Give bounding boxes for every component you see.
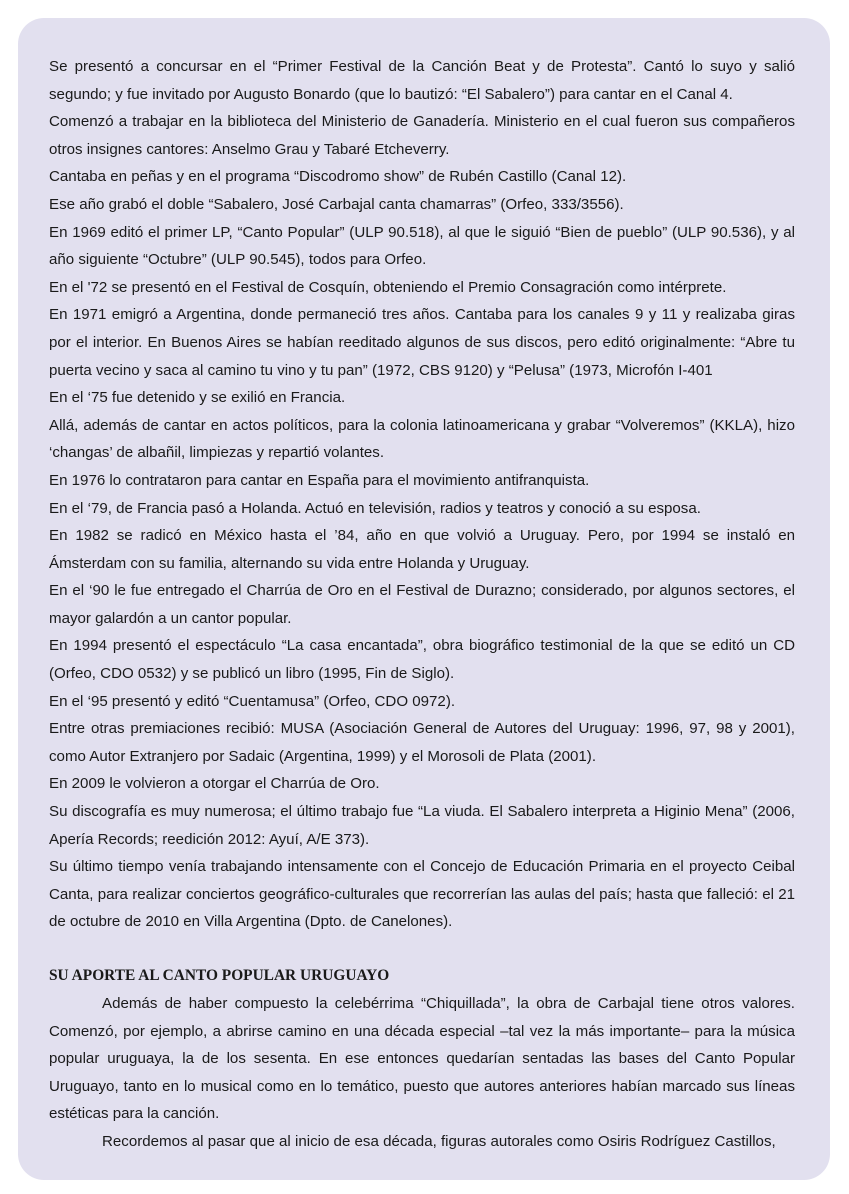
- bio-paragraph: En el ‘79, de Francia pasó a Holanda. Actuó en televisión, radios y teatros y conoció a su esposa.: [49, 499, 701, 517]
- bio-paragraph: Se presentó a concursar en el “Primer Festival de la Canción Beat y de Protesta”. Cantó lo suyo y salió segundo; y fue invitado por Augusto Bonardo (que lo bautizó: “El Sabalero”) para cantar en el Canal 4.: [49, 58, 795, 103]
- section-paragraph: Recordemos al pasar que al inicio de esa década, figuras autorales como Osiris Rodríguez Castillos,: [102, 1132, 776, 1150]
- bio-paragraph: Comenzó a trabajar en la biblioteca del Ministerio de Ganadería. Ministerio en el cual fueron sus compañeros otros insignes cantores: Anselmo Grau y Tabaré Etcheverry.: [49, 113, 795, 158]
- bio-paragraph: Su último tiempo venía trabajando intensamente con el Concejo de Educación Primaria en el proyecto Ceibal Canta, para realizar conciertos geográfico-culturales que recorrerían las aulas del país; hasta que falleció: el 21 de octubre de 2010 en Villa Argentina (Dpto. de Canelones).: [49, 858, 795, 931]
- bio-paragraph: En 1994 presentó el espectáculo “La casa encantada”, obra biográfico testimonial de la que se editó un CD (Orfeo, CDO 0532) y se publicó un libro (1995, Fin de Siglo).: [49, 637, 795, 683]
- section-paragraph: Además de haber compuesto la celebérrima “Chiquillada”, la obra de Carbajal tiene otros valores. Comenzó, por ejemplo, a abrirse camino en una década especial –tal vez la más importante– para la música popular uruguaya, la de los sesenta. En ese entonces quedarían sentadas las bases del Canto Popular Uruguayo, tanto en lo musical como en lo temático, puesto que autores anteriores habían marcado sus líneas estéticas para la canción.: [49, 995, 795, 1123]
- bio-paragraph: En 1976 lo contrataron para cantar en España para el movimiento antifranquista.: [49, 471, 590, 489]
- bio-paragraph: Allá, además de cantar en actos políticos, para la colonia latinoamericana y grabar “Volveremos” (KKLA), hizo ‘changas’ de albañil, limpiezas y repartió volantes.: [49, 416, 795, 462]
- bio-paragraph: En el ‘75 fue detenido y se exilió en Francia.: [49, 389, 346, 407]
- bio-paragraph: Entre otras premiaciones recibió: MUSA (Asociación General de Autores del Uruguay: 1996, 97, 98 y 2001), como Autor Extranjero por Sadaic (Argentina, 1999) y el Morosoli de Plata (2001).: [49, 720, 795, 765]
- section-heading: SU APORTE AL CANTO POPULAR URUGUAYO: [49, 967, 390, 984]
- bio-paragraph: En el '72 se presentó en el Festival de Cosquín, obteniendo el Premio Consagración como intérprete.: [49, 278, 727, 296]
- document-body: [49, 53, 795, 1156]
- bio-paragraph: En 1982 se radicó en México hasta el ’84, año en que volvió a Uruguay. Pero, por 1994 se instaló en Ámsterdam con su familia, alternando su vida entre Holanda y Uruguay.: [49, 527, 795, 572]
- section-spacer: [49, 936, 795, 962]
- bio-paragraph: En 1969 editó el primer LP, “Canto Popular” (ULP 90.518), al que le siguió “Bien de pueblo” (ULP 90.536), y al año siguiente “Octubre” (ULP 90.545), todos para Orfeo.: [49, 223, 795, 269]
- bio-paragraph: Su discografía es muy numerosa; el último trabajo fue “La viuda. El Sabalero interpreta a Higinio Mena” (2006, Apería Records; reedición 2012: Ayuí, A/E 373).: [49, 803, 795, 848]
- bio-paragraph: Cantaba en peñas y en el programa “Discodromo show” de Rubén Castillo (Canal 12).: [49, 168, 627, 186]
- bio-paragraph: Ese año grabó el doble “Sabalero, José Carbajal canta chamarras” (Orfeo, 333/3556).: [49, 195, 624, 213]
- bio-paragraph: En el ‘90 le fue entregado el Charrúa de Oro en el Festival de Durazno; considerado, por algunos sectores, el mayor galardón a un cantor popular.: [49, 582, 795, 627]
- bio-paragraph: En el ‘95 presentó y editó “Cuentamusa” (Orfeo, CDO 0972).: [49, 692, 456, 710]
- bio-paragraph: En 1971 emigró a Argentina, donde permaneció tres años. Cantaba para los canales 9 y 11 y realizaba giras por el interior. En Buenos Aires se habían reeditado algunos de sus discos, pero editó originalmente: “Abre tu puerta vecino y saca al camino tu vino y tu pan” (1972, CBS 9120) y “Pelusa” (1973, Microfón I-401: [49, 306, 795, 379]
- bio-paragraph: En 2009 le volvieron a otorgar el Charrúa de Oro.: [49, 775, 380, 793]
